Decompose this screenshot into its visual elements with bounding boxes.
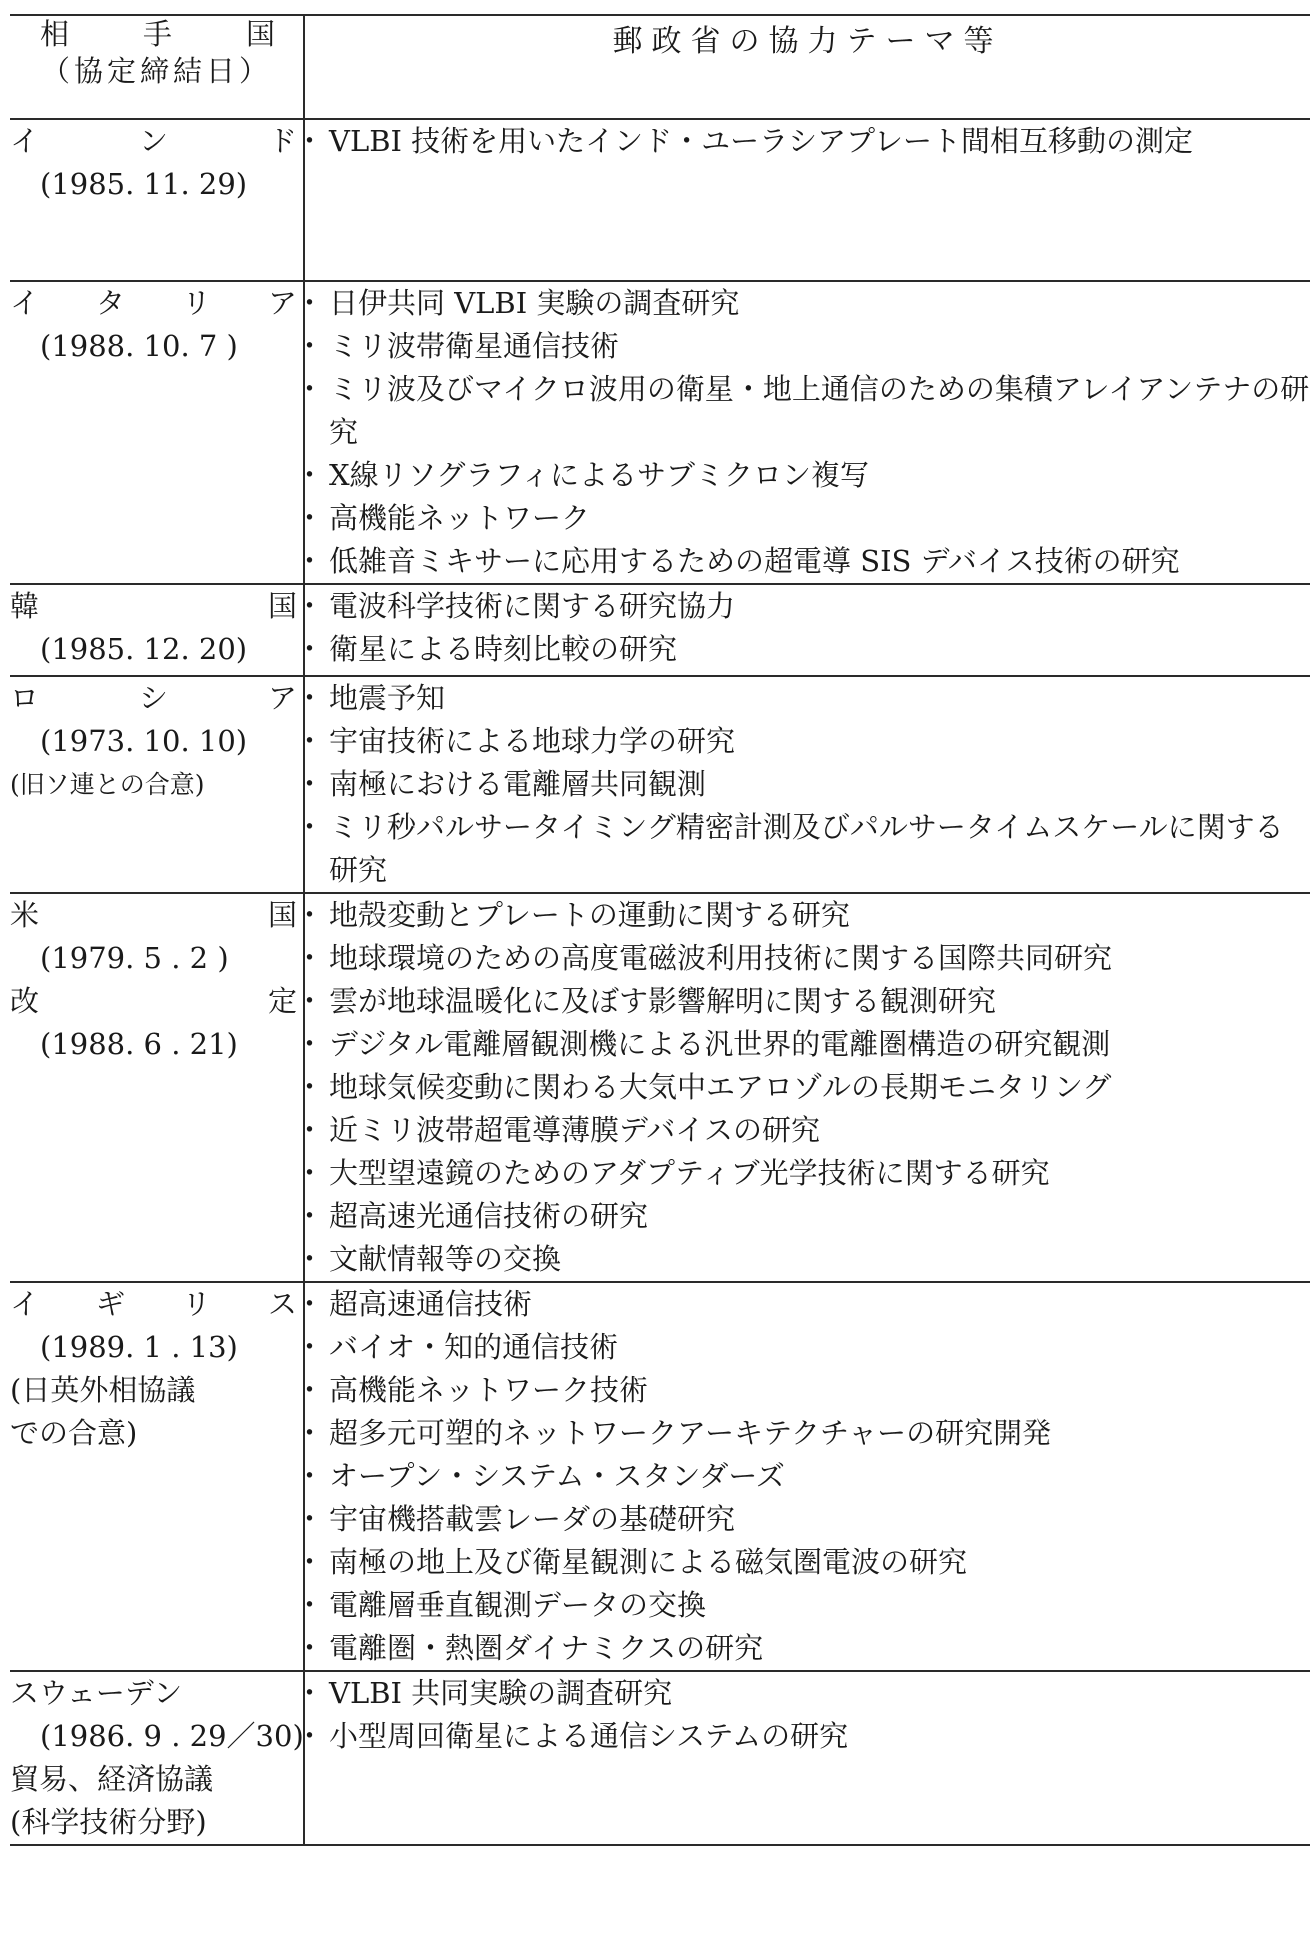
list-item: ・ 超高速光通信技術の研究 xyxy=(305,1195,1310,1238)
header-theme: 郵政省の協力テーマ等 xyxy=(304,15,1310,119)
list-item: ・ 超高速通信技術 xyxy=(305,1283,1310,1326)
header-country-subtitle: （協定締結日） xyxy=(40,54,272,88)
agreement-date: (1985. 11. 29) xyxy=(40,167,248,201)
list-item: ・ X線リソグラフィによるサブミクロン複写 xyxy=(305,454,1310,497)
themes-cell xyxy=(304,584,1310,676)
amendment-date: (1988. 6 . 21) xyxy=(40,1027,238,1061)
agreement-date: (1973. 10. 10) xyxy=(40,724,248,758)
list-item: ・ 南極の地上及び衛星観測による磁気圏電波の研究 xyxy=(305,1541,1310,1584)
list-item: ・ 電離層垂直観測データの交換 xyxy=(305,1584,1310,1627)
country-cell xyxy=(10,893,304,1282)
theme-list xyxy=(305,1283,1310,1670)
themes-cell xyxy=(304,1671,1310,1845)
list-item: ・ 高機能ネットワーク技術 xyxy=(305,1369,1310,1412)
list-item: ・ 文献情報等の交換 xyxy=(305,1238,1310,1281)
country-cell xyxy=(10,1671,304,1845)
list-item: ・ VLBI 共同実験の調査研究 xyxy=(305,1672,1310,1715)
theme-list xyxy=(305,585,1310,671)
list-item: ・ 宇宙技術による地球力学の研究 xyxy=(305,720,1310,763)
list-item: ・ 南極における電離層共同観測 xyxy=(305,763,1310,806)
list-item: ・ ミリ秒パルサータイミング精密計測及びパルサータイムスケールに関する研究 xyxy=(305,806,1310,892)
country-note: (科学技術分野) xyxy=(10,1805,207,1839)
list-item: ・ 衛星による時刻比較の研究 xyxy=(305,628,1310,671)
themes-cell xyxy=(304,893,1310,1282)
list-item: ・ オープン・システム・スタンダーズ xyxy=(305,1455,1310,1498)
list-item: ・ 宇宙機搭載雲レーダの基礎研究 xyxy=(305,1498,1310,1541)
country-cell xyxy=(10,676,304,893)
table-row xyxy=(10,1671,1310,1845)
themes-cell xyxy=(304,1282,1310,1671)
table-row xyxy=(10,281,1310,584)
list-item: ・ 高機能ネットワーク xyxy=(305,497,1310,540)
country-cell xyxy=(10,119,304,281)
country-note: での合意) xyxy=(10,1416,138,1450)
list-item: ・ ミリ波帯衛星通信技術 xyxy=(305,325,1310,368)
header-country xyxy=(10,15,304,119)
agreement-date: (1979. 5 . 2 ) xyxy=(40,941,229,975)
country-name: イ ギ リ ス xyxy=(10,1287,297,1321)
table-header-row xyxy=(10,15,1310,119)
list-item: ・ 日伊共同 VLBI 実験の調査研究 xyxy=(305,282,1310,325)
list-item: ・ 大型望遠鏡のためのアダプティブ光学技術に関する研究 xyxy=(305,1152,1310,1195)
list-item: ・ VLBI 技術を用いたインド・ユーラシアプレート間相互移動の測定 xyxy=(305,120,1310,163)
country-name: イ ン ド xyxy=(10,124,297,158)
theme-list xyxy=(305,120,1310,163)
list-item: ・ 地震予知 xyxy=(305,677,1310,720)
list-item: ・ 低雑音ミキサーに応用するための超電導 SIS デバイス技術の研究 xyxy=(305,540,1310,583)
list-item: ・ 地殻変動とプレートの運動に関する研究 xyxy=(305,894,1310,937)
agreement-date: (1985. 12. 20) xyxy=(40,632,248,666)
country-name: 米 国 xyxy=(10,898,297,932)
list-item: ・ 電離圏・熱圏ダイナミクスの研究 xyxy=(305,1627,1310,1670)
country-name: イ タ リ ア xyxy=(10,286,297,320)
table-row xyxy=(10,893,1310,1282)
cooperation-agreements-table xyxy=(10,14,1310,1846)
amendment-label: 改 定 xyxy=(10,984,297,1018)
table-row xyxy=(10,1282,1310,1671)
table-body xyxy=(10,119,1310,1845)
list-item: ・ デジタル電離層観測機による汎世界的電離圏構造の研究観測 xyxy=(305,1023,1310,1066)
country-name: ロ シ ア xyxy=(10,681,297,715)
table-row xyxy=(10,676,1310,893)
themes-cell xyxy=(304,119,1310,281)
agreement-date: (1986. 9 . 29／30) xyxy=(40,1719,304,1753)
list-item: ・ ミリ波及びマイクロ波用の衛星・地上通信のための集積アレイアンテナの研究 xyxy=(305,368,1310,454)
list-item: ・ 超多元可塑的ネットワークアーキテクチャーの研究開発 xyxy=(305,1412,1310,1455)
country-name: スウェーデン xyxy=(10,1676,183,1710)
list-item: ・ 近ミリ波帯超電導薄膜デバイスの研究 xyxy=(305,1109,1310,1152)
country-note: (日英外相協議 xyxy=(10,1373,196,1407)
country-cell xyxy=(10,281,304,584)
list-item: ・ 小型周回衛星による通信システムの研究 xyxy=(305,1715,1310,1758)
country-cell xyxy=(10,1282,304,1671)
list-item: ・ 雲が地球温暖化に及ぼす影響解明に関する観測研究 xyxy=(305,980,1310,1023)
list-item: ・ 電波科学技術に関する研究協力 xyxy=(305,585,1310,628)
list-item: ・ バイオ・知的通信技術 xyxy=(305,1326,1310,1369)
list-item: ・ 地球環境のための高度電磁波利用技術に関する国際共同研究 xyxy=(305,937,1310,980)
table-row xyxy=(10,119,1310,281)
country-note: 貿易、経済協議 xyxy=(10,1762,214,1796)
table-row xyxy=(10,584,1310,676)
agreement-date: (1988. 10. 7 ) xyxy=(40,329,238,363)
theme-list xyxy=(305,677,1310,892)
themes-cell xyxy=(304,281,1310,584)
theme-list xyxy=(305,282,1310,583)
country-note: (旧ソ連との合意) xyxy=(10,770,205,799)
country-name: 韓 国 xyxy=(10,589,297,623)
country-cell xyxy=(10,584,304,676)
themes-cell xyxy=(304,676,1310,893)
header-country-title: 相 手 国 xyxy=(40,17,275,51)
agreement-date: (1989. 1 . 13) xyxy=(40,1330,238,1364)
theme-list xyxy=(305,894,1310,1281)
theme-list xyxy=(305,1672,1310,1758)
list-item: ・ 地球気候変動に関わる大気中エアロゾルの長期モニタリング xyxy=(305,1066,1310,1109)
